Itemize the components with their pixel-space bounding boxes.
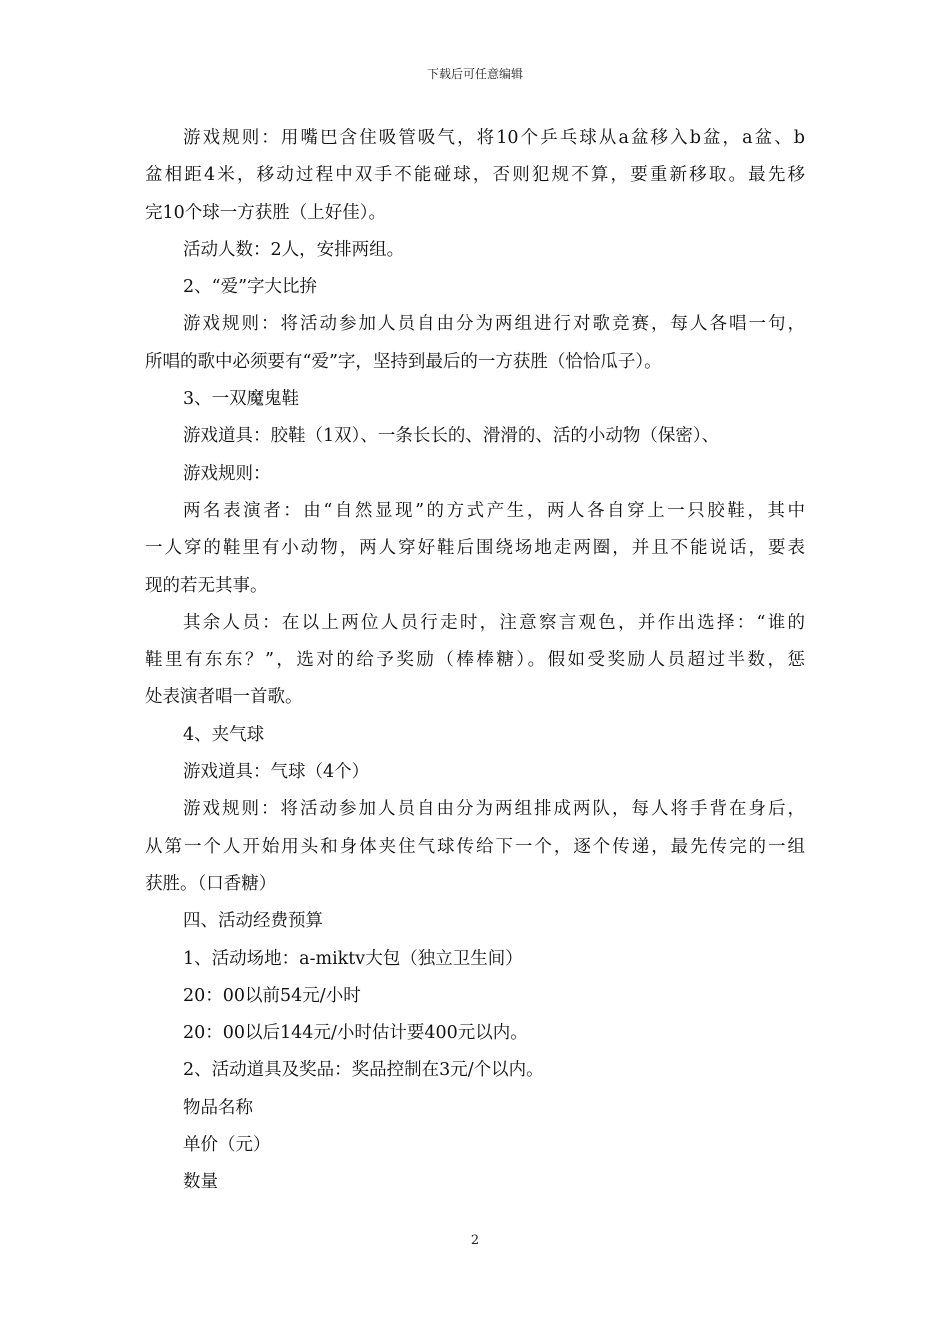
text-line: 盆相距4米，移动过程中双手不能碰球，否则犯规不算，要重新移取。最先移 [145,165,805,186]
page-header: 下载后可任意编辑 [426,67,523,81]
text-line: 20：00以前54元/小时 [183,985,361,1006]
text-line: 现的若无其事。 [145,575,268,596]
text-line: 4、夹气球 [183,724,265,745]
text-line: 2、“爱”字大比拚 [183,277,318,298]
text-line: 处表演者唱一首歌。 [145,687,303,708]
page-number: 2 [470,1233,480,1248]
text-line: 2、活动道具及奖品：奖品控制在3元/个以内。 [183,1060,544,1081]
text-line: 物品名称 [183,1097,253,1118]
text-line: 1、活动场地：a-miktv大包（独立卫生间） [183,948,523,969]
text-line: 游戏规则：将活动参加人员自由分为两组排成两队，每人将手背在身后， [183,799,805,820]
text-line: 3、一双魔鬼鞋 [183,389,300,410]
text-line: 从第一个人开始用头和身体夹住气球传给下一个，逐个传递，最先传完的一组 [145,836,805,857]
text-line: 游戏规则：用嘴巴含住吸管吸气，将10个乒乓球从a盆移入b盆，a盆、b [183,128,805,148]
text-line: 鞋里有东东？”，选对的给予奖励（棒棒糖）。假如受奖励人员超过半数，惩 [145,650,805,671]
text-line: 一人穿的鞋里有小动物，两人穿好鞋后围绕场地走两圈，并且不能说话，要表 [145,538,805,559]
text-line: 获胜。（口香糖） [145,873,277,894]
text-line: 四、活动经费预算 [183,911,323,932]
text-line: 完10个球一方获胜（上好佳）。 [145,202,387,223]
text-line: 所唱的歌中必须要有“爱”字，坚持到最后的一方获胜（恰恰瓜子）。 [145,351,662,372]
text-line: 其余人员：在以上两位人员行走时，注意察言观色，并作出选择：“谁的 [183,612,805,633]
text-line: 游戏道具：胶鞋（1双）、一条长长的、滑滑的、活的小动物（保密）、 [183,426,720,447]
text-line: 20：00以后144元/小时估计要400元以内。 [183,1023,528,1044]
text-line: 两名表演者：由“自然显现”的方式产生，两人各自穿上一只胶鞋，其中 [183,500,805,521]
text-line: 游戏道具：气球（4个） [183,762,370,783]
text-line: 游戏规则：将活动参加人员自由分为两组进行对歌竞赛，每人各唱一句， [183,314,805,335]
text-line: 游戏规则： [183,463,271,484]
text-line: 数量 [183,1172,218,1193]
text-line: 单价（元） [183,1135,271,1156]
text-line: 活动人数：2人，安排两组。 [183,239,405,260]
document-body [145,120,805,1202]
